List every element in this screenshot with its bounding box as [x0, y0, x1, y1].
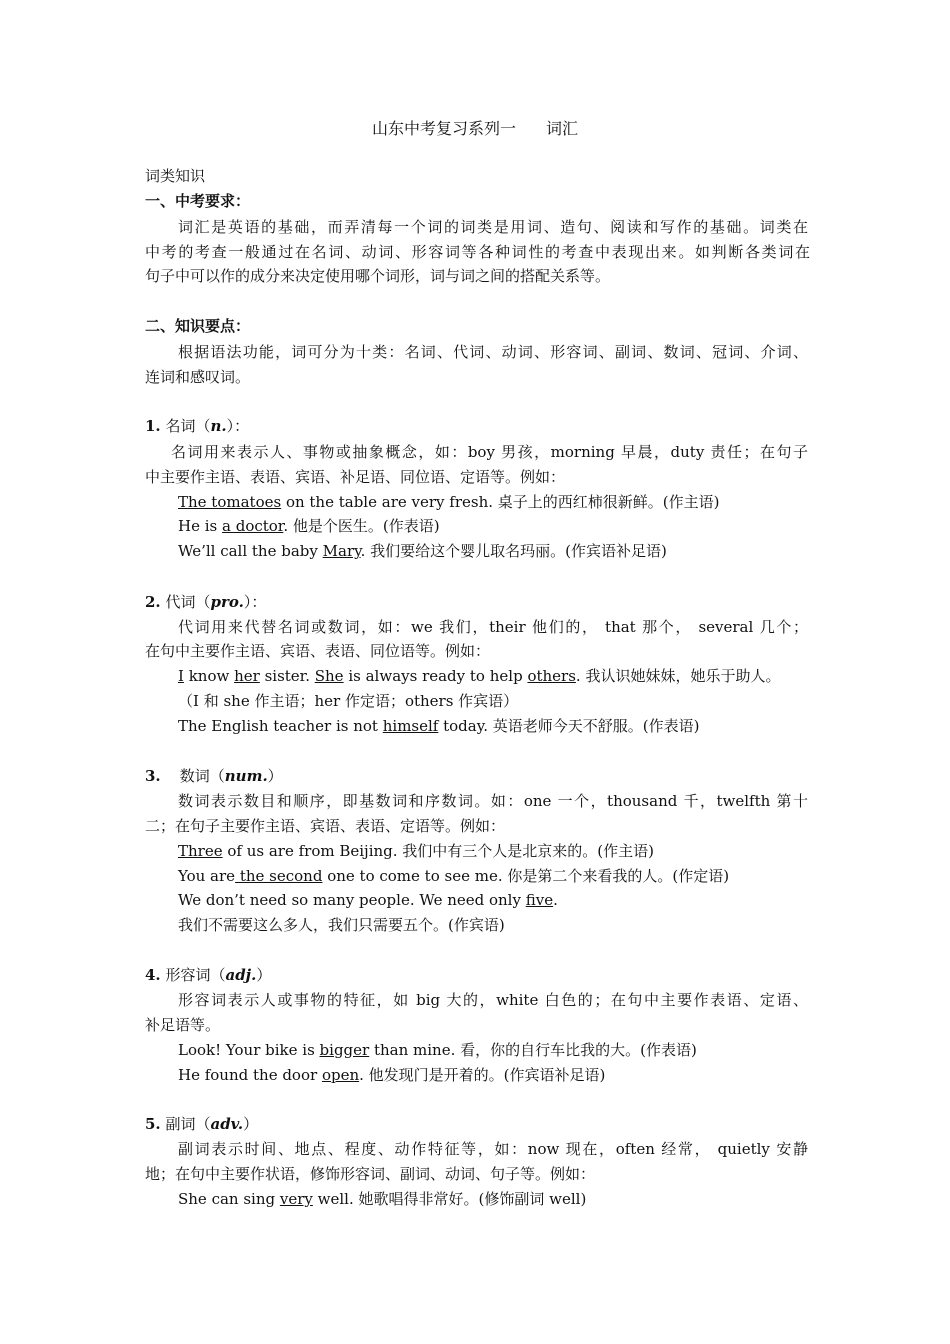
numeral-example-2-start: You are: [178, 867, 236, 885]
adverb-abbr: adv.: [210, 1115, 244, 1133]
numeral-example-1-underlined: Three: [178, 842, 223, 860]
adverb-desc-line-1: 副词表示时间、地点、程度、动作特征等，如：now 现在，often 经常， quietly 安静: [178, 1140, 808, 1158]
title-main: 山东中考复习系列一: [371, 119, 516, 138]
adjective-example-1-start: Look! Your bike is: [178, 1041, 320, 1059]
pronoun-name: 代词（: [165, 593, 211, 611]
adjective-example-1-underlined: bigger: [319, 1041, 370, 1059]
adjective-abbr: adj.: [225, 966, 257, 984]
adjective-close: ）: [256, 966, 272, 984]
adjective-example-1-rest: than mine. 看，你的自行车比我的大。(作表语): [369, 1041, 697, 1059]
pronoun-example-1-u4: others: [527, 667, 576, 685]
section-label: 词类知识: [145, 167, 206, 185]
numeral-heading: [145, 766, 810, 786]
adjective-desc-line-2: 补足语等。: [145, 1016, 221, 1034]
pronoun-example-1-note: （I 和 she 作主语；her 作定语；others 作宾语）: [178, 692, 519, 710]
noun-example-2: [178, 516, 843, 536]
noun-example-3-underlined: Mary: [322, 542, 361, 560]
numeral-example-2-rest: one to come to see me. 你是第二个来看我的人。(作定语): [322, 867, 730, 885]
adjective-number: 4.: [145, 966, 161, 984]
points-heading: 二、知识要点：: [145, 317, 251, 335]
noun-close: ）：: [226, 417, 250, 435]
pronoun-number: 2.: [145, 593, 161, 611]
adverb-example-1: [178, 1189, 843, 1209]
numeral-example-2-underlined: the second: [235, 867, 323, 885]
adverb-name: 副词（: [165, 1115, 211, 1133]
pronoun-example-1-u2: her: [234, 667, 260, 685]
numeral-close: ）: [267, 767, 283, 785]
pronoun-desc-line-2: 在句中主要作主语、宾语、表语、同位语等。例如：: [145, 642, 491, 660]
pronoun-example-2-start: The English teacher is not: [178, 717, 383, 735]
noun-number: 1.: [145, 417, 161, 435]
pronoun-abbr: pro.: [210, 593, 244, 611]
numeral-example-3-rest: .: [553, 891, 558, 909]
adverb-desc-line-2: 地；在句中主要作状语，修饰形容词、副词、动词、句子等。例如：: [145, 1165, 596, 1183]
pronoun-example-2: [178, 716, 843, 736]
pronoun-example-1: [178, 666, 843, 686]
adjective-heading: [145, 965, 810, 985]
pronoun-example-1-b: sister.: [259, 667, 315, 685]
adjective-example-2-underlined: open: [321, 1066, 360, 1084]
points-line-2: 连词和感叹词。: [145, 368, 251, 386]
numeral-number: 3.: [145, 767, 161, 785]
adjective-desc-line-1: 形容词表示人或事物的特征，如 big 大的，white 白色的；在句中主要作表语、定语、: [178, 991, 808, 1009]
numeral-example-3-underlined: five: [525, 891, 554, 909]
requirements-line-3: 句子中可以作的成分来决定使用哪个词形，词与词之间的搭配关系等。: [145, 267, 611, 285]
requirements-line-2: 中考的考查一般通过在名词、动词、形容词等各种词性的考查中表现出来。如判断各类词在: [145, 243, 810, 261]
pronoun-example-1-u3: She: [314, 667, 344, 685]
noun-abbr: n.: [210, 417, 227, 435]
adjective-name: 形容词（: [165, 966, 226, 984]
pronoun-example-1-a: know: [183, 667, 235, 685]
title-sub: 词汇: [546, 119, 579, 138]
adverb-example-1-rest: well. 她歌唱得非常好。(修饰副词 well): [312, 1190, 587, 1208]
pronoun-heading: [145, 592, 810, 612]
noun-example-3: [178, 541, 843, 561]
requirements-heading: 一、中考要求：: [145, 192, 251, 210]
pronoun-example-1-c: is always ready to help: [343, 667, 528, 685]
numeral-desc-line-2: 二；在句子主要作主语、宾语、表语、定语等。例如：: [145, 817, 506, 835]
noun-desc-line-1: 名词用来表示人、事物或抽象概念，如：boy 男孩，morning 早晨，duty 责任；在句子: [171, 443, 808, 461]
requirements-line-1: 词汇是英语的基础，而弄清每一个词的词类是用词、造句、阅读和写作的基础。词类在: [178, 218, 808, 236]
numeral-example-3-start: We don’t need so many people. We need only: [178, 891, 526, 909]
adverb-close: ）: [243, 1115, 259, 1133]
numeral-example-3: [178, 890, 843, 910]
noun-name: 名词（: [165, 417, 211, 435]
noun-heading: [145, 416, 810, 436]
numeral-example-2: [178, 866, 843, 886]
pronoun-example-2-underlined: himself: [382, 717, 439, 735]
adjective-example-2-rest: . 他发现门是开着的。(作宾语补足语): [359, 1066, 606, 1084]
pronoun-example-2-rest: today. 英语老师今天不舒服。(作表语): [438, 717, 700, 735]
adverb-heading: [145, 1114, 810, 1134]
noun-example-1: [178, 492, 843, 512]
noun-example-3-start: We’ll call the baby: [178, 542, 323, 560]
numeral-desc-line-1: 数词表示数目和顺序，即基数词和序数词。如：one 一个，thousand 千，twelfth 第十: [178, 792, 808, 810]
points-line-1: 根据语法功能，词可分为十类：名词、代词、动词、形容词、副词、数词、冠词、介词、: [178, 343, 808, 361]
pronoun-desc-line-1: 代词用来代替名词或数词，如：we 我们，their 他们的， that 那个， several 几个；: [178, 618, 808, 636]
numeral-name: 数词（: [179, 767, 225, 785]
numeral-example-1-rest: of us are from Beijing. 我们中有三个人是北京来的。(作主语): [222, 842, 654, 860]
noun-example-3-rest: . 我们要给这个婴儿取名玛丽。(作宾语补足语): [360, 542, 667, 560]
noun-example-2-rest: . 他是个医生。(作表语): [283, 517, 440, 535]
noun-example-1-rest: on the table are very fresh. 桌子上的西红柿很新鲜。(作主语): [281, 493, 720, 511]
noun-example-2-start: He is: [178, 517, 222, 535]
adjective-example-1: [178, 1040, 843, 1060]
adjective-example-2: [178, 1065, 843, 1085]
noun-example-1-underlined: The tomatoes: [178, 493, 282, 511]
adverb-example-1-start: She can sing: [178, 1190, 280, 1208]
numeral-example-4: 我们不需要这么多人，我们只需要五个。(作宾语): [178, 916, 505, 934]
adjective-example-2-start: He found the door: [178, 1066, 322, 1084]
pronoun-example-1-u1: I: [178, 667, 184, 685]
page-title: [0, 116, 950, 139]
pronoun-example-1-d: . 我认识她妹妹，她乐于助人。: [575, 667, 781, 685]
adverb-number: 5.: [145, 1115, 161, 1133]
numeral-abbr: num.: [224, 767, 268, 785]
numeral-example-1: [178, 841, 843, 861]
pronoun-close: ）：: [243, 593, 267, 611]
noun-example-2-underlined: a doctor: [222, 517, 284, 535]
adverb-example-1-underlined: very: [279, 1190, 313, 1208]
noun-desc-line-2: 中主要作主语、表语、宾语、补足语、同位语、定语等。例如：: [145, 468, 566, 486]
